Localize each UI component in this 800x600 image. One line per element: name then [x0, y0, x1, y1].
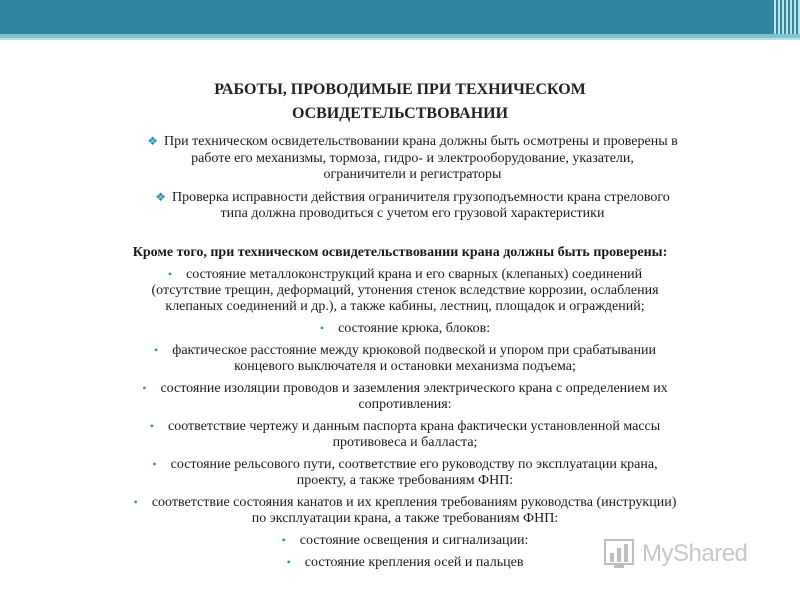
header-accent-line-light	[0, 38, 800, 40]
diamond-bullet-icon: ❖	[155, 189, 166, 204]
list-line: фактическое расстояние между крюковой подвеской и упором при срабатывании	[172, 343, 656, 358]
list-line: состояние освещения и сигнализации:	[299, 533, 529, 548]
dot-bullet-icon: •	[154, 343, 159, 357]
watermark-text: MyShared	[642, 540, 748, 567]
check-list	[40, 266, 770, 576]
dot-bullet-icon: •	[152, 457, 157, 471]
list-item	[40, 342, 770, 375]
list-line: клепаных соединений и др.), а также кабины, лестниц, площадок и ограждений;	[165, 299, 645, 314]
list-line: сопротивления:	[358, 397, 452, 412]
watermark-logo	[604, 534, 764, 574]
bullet-line: работе его механизмы, тормоза, гидро- и электрооборудование, указатели,	[191, 150, 634, 166]
list-line: (отсутствие трещин, деформаций, утонения стенок вследствие коррозии, ослабления	[151, 283, 659, 298]
list-item	[40, 456, 770, 489]
title-line: ОСВИДЕТЕЛЬСТВОВАНИИ	[291, 105, 509, 122]
dot-bullet-icon: •	[319, 321, 325, 335]
list-line: состояние металлоконструкций крана и его сварных (клепаных) соединений	[186, 267, 643, 282]
list-item	[40, 494, 770, 527]
title-line: РАБОТЫ, ПРОВОДИМЫЕ ПРИ ТЕХНИЧЕСКОМ	[214, 81, 586, 98]
dot-bullet-icon: •	[149, 419, 154, 433]
list-line: соответствие состояния канатов и их крепления требованиям руководства (инструкции)	[151, 495, 677, 510]
list-line: по эксплуатации крана, а также требованиям ФНП:	[251, 511, 559, 526]
dot-bullet-icon: •	[286, 555, 291, 569]
bullet-item	[60, 189, 765, 223]
bullet-line: При техническом освидетельствовании крана должны быть осмотрены и проверены в	[164, 134, 678, 149]
slide-title	[100, 78, 700, 126]
list-line: концевого выключателя и остановки механизма подъема;	[234, 359, 576, 374]
bullet-line: Проверка исправности действия ограничителя грузоподъемности крана стрелового	[171, 189, 670, 205]
list-item	[40, 320, 770, 337]
dot-bullet-icon: •	[281, 533, 286, 547]
bullet-line: типа должна проводиться с учетом его грузовой характеристики	[220, 206, 605, 221]
header-stripes	[774, 0, 800, 34]
list-line: состояние крепления осей и пальцев	[304, 555, 524, 570]
list-line: противовеса и балласта;	[332, 435, 478, 450]
bullet-item	[60, 133, 765, 184]
header-bar	[0, 0, 800, 44]
list-line: проекту, а также требованиям ФНП:	[296, 473, 514, 488]
subheading: Кроме того, при техническом освидетельствовании крана должны быть проверены:	[132, 245, 668, 260]
bullet-list	[60, 133, 765, 228]
bullet-line: ограничители и регистраторы	[323, 167, 502, 182]
list-line: соответствие чертежу и данным паспорта крана фактически установленной массы	[168, 419, 661, 434]
list-line: состояние рельсового пути, соответствие его руководству по эксплуатации крана,	[170, 457, 658, 472]
dot-bullet-icon: •	[167, 267, 173, 281]
list-item	[40, 266, 770, 315]
header-band	[0, 0, 800, 34]
list-item	[40, 418, 770, 451]
dot-bullet-icon: •	[142, 381, 147, 395]
dot-bullet-icon: •	[133, 495, 138, 509]
bar-chart-icon	[604, 539, 638, 569]
diamond-bullet-icon: ❖	[147, 134, 158, 148]
list-line: состояние изоляции проводов и заземления электрического крана с определением их	[160, 381, 668, 396]
list-line: состояние крюка, блоков:	[338, 321, 491, 336]
list-item	[40, 380, 770, 413]
